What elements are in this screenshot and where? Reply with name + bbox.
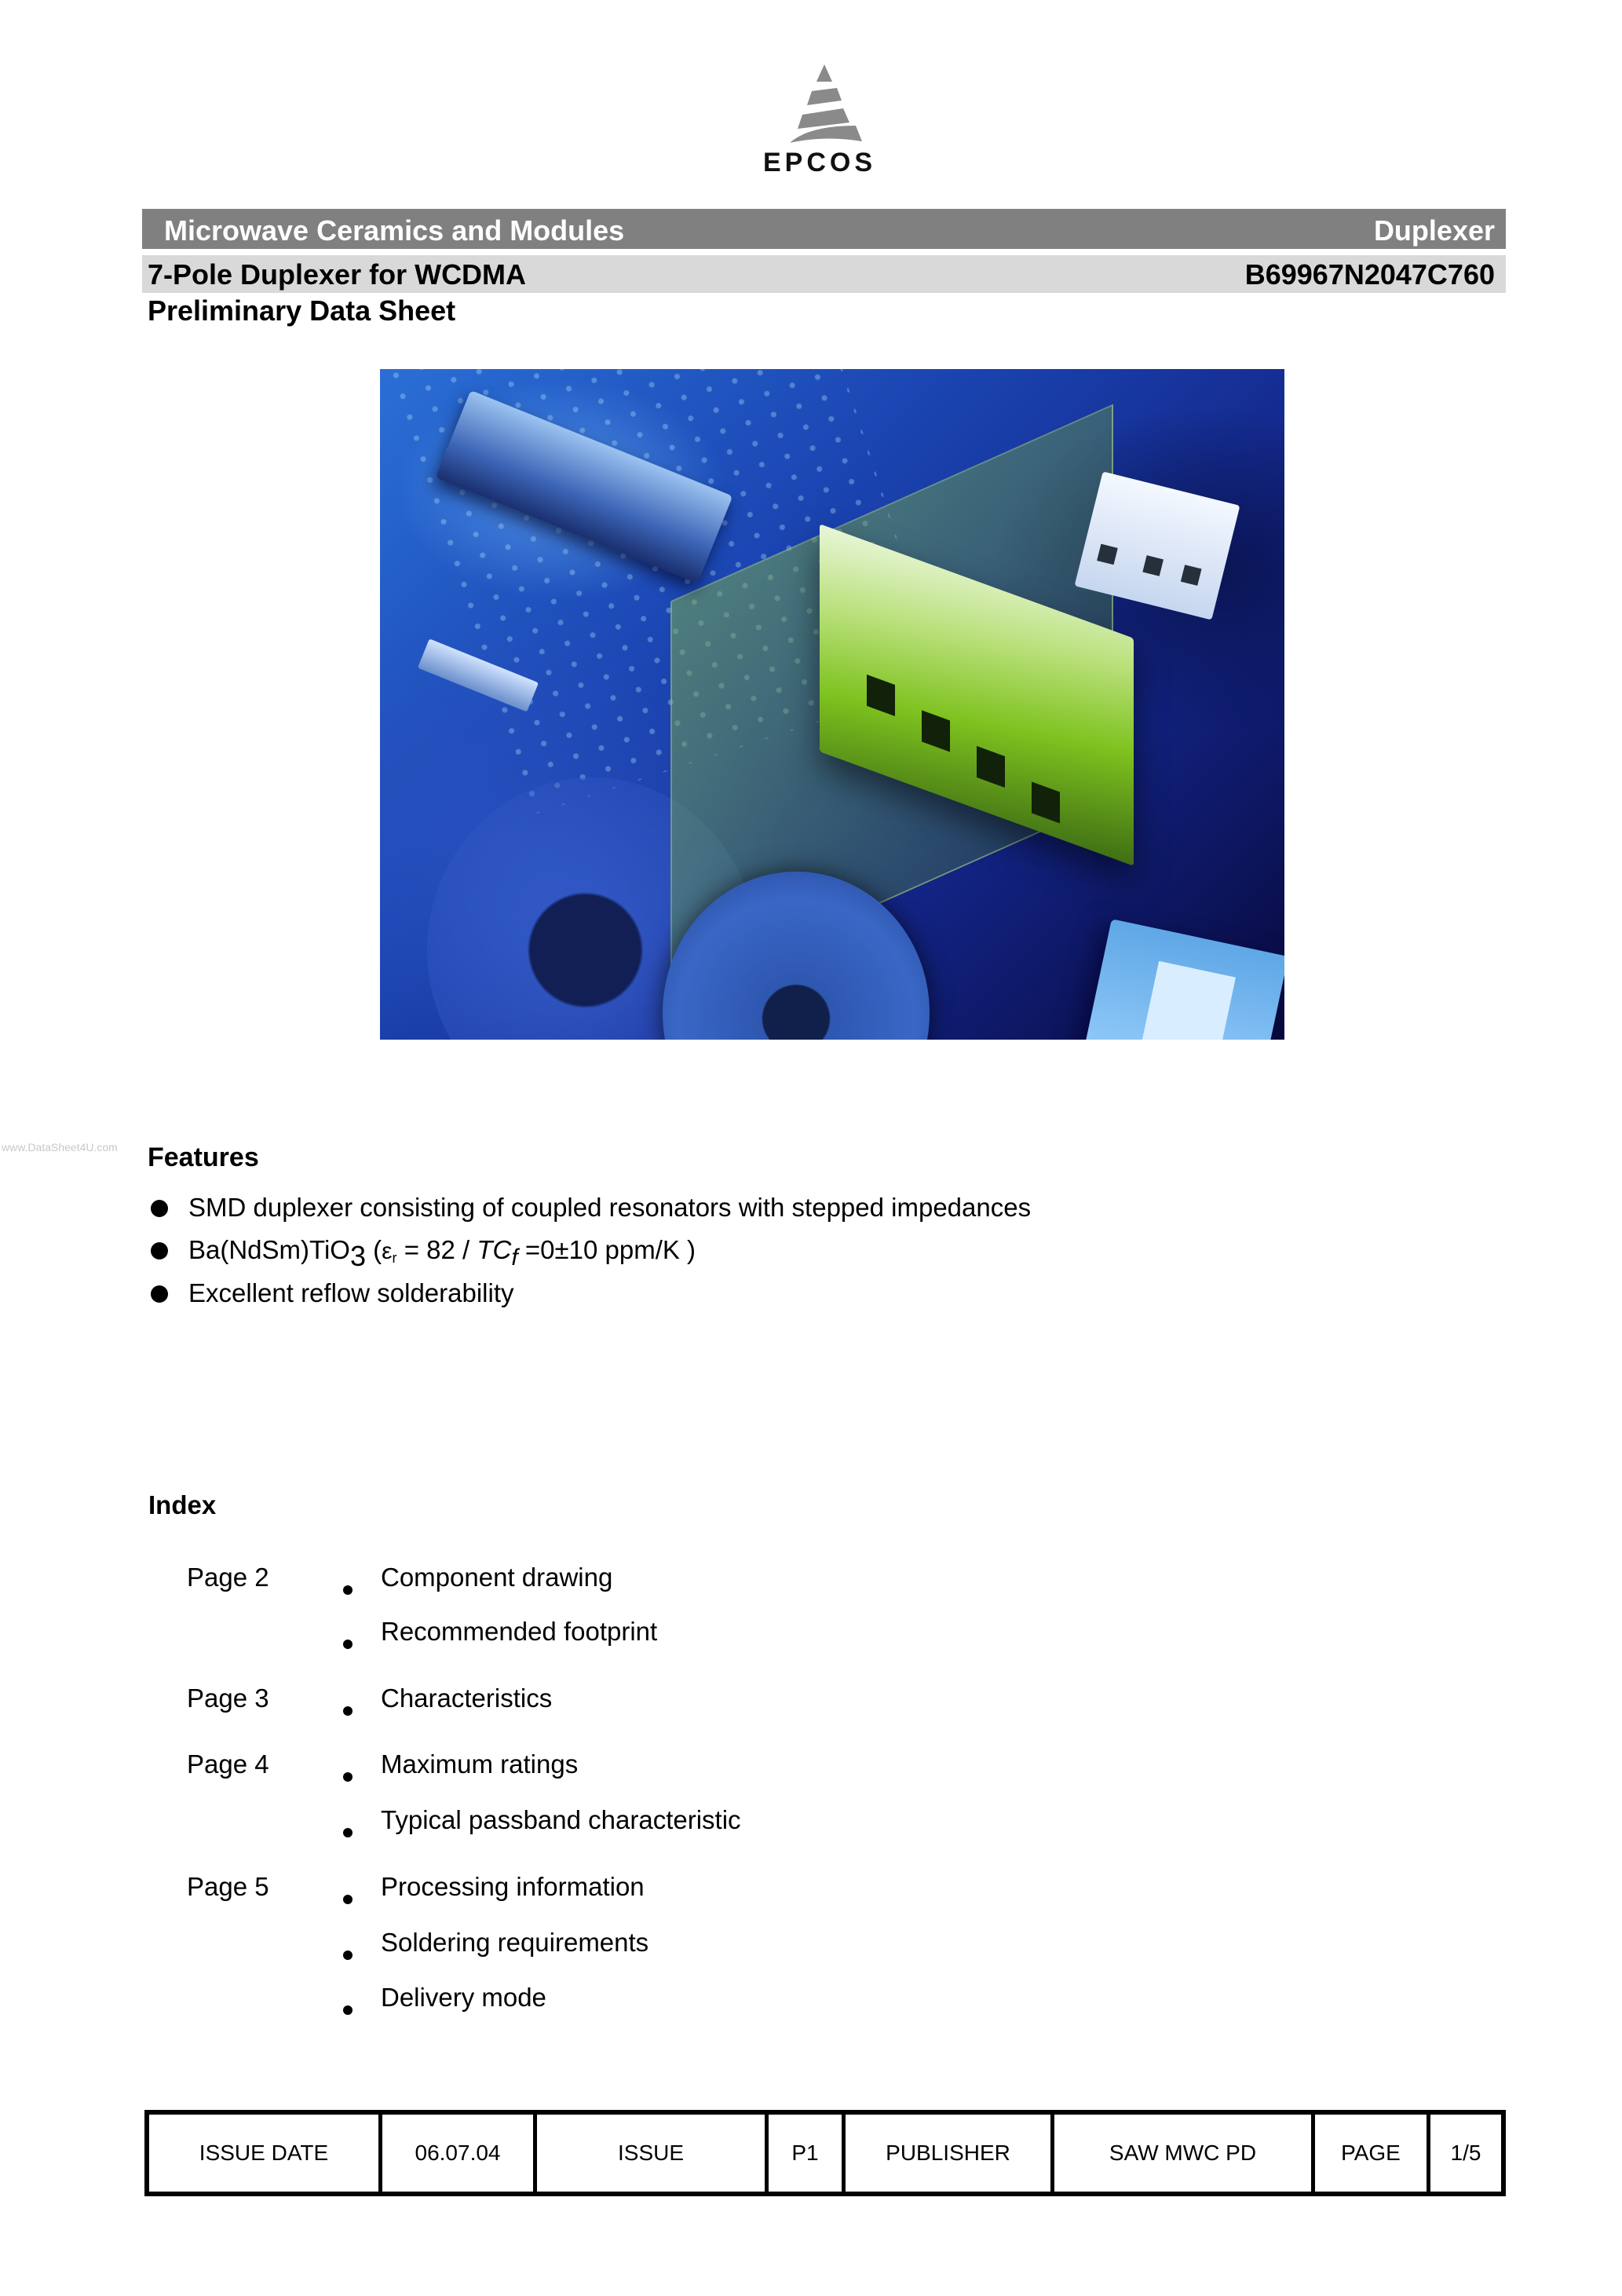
issue-date-value: 06.07.04 [378, 2115, 533, 2192]
issue-date-label: ISSUE DATE [199, 2141, 329, 2165]
bullet-icon [343, 1951, 353, 1960]
part-number: B69967N2047C760 [1244, 258, 1495, 291]
epcos-wordmark: EPCOS [763, 148, 877, 177]
page-label: PAGE [1311, 2115, 1427, 2192]
page-value: 1/5 [1427, 2115, 1501, 2192]
bullet-icon [343, 1706, 353, 1716]
index-entry[interactable]: Recommended footprint [381, 1617, 658, 1646]
product-type: Duplexer [1373, 214, 1495, 247]
category-bar [142, 209, 1506, 249]
issue-label: ISSUE [533, 2115, 765, 2192]
filter-port [922, 711, 950, 752]
feature-item: Ba(NdSm)TiO$_3$ ($\varepsilon_r = 82 / TC_f =0\pm 10$ ppm/K ) [148, 1234, 696, 1267]
features-heading: Features [148, 1143, 259, 1172]
index-entry[interactable]: Characteristics [381, 1684, 553, 1713]
index-entry[interactable]: Processing information [381, 1872, 645, 1901]
filter-port [977, 746, 1005, 788]
index-entry[interactable]: Maximum ratings [381, 1749, 579, 1779]
component-port [1097, 544, 1118, 565]
component-port [1181, 565, 1202, 586]
index-entry[interactable]: Typical passband characteristic [381, 1805, 741, 1834]
bullet-icon [343, 1585, 353, 1595]
filter-port [1032, 781, 1060, 823]
index-page-label: Page 2 [187, 1563, 269, 1592]
epcos-logo [754, 60, 895, 177]
publisher-label: PUBLISHER [842, 2115, 1050, 2192]
epcos-triangle-logo-icon [777, 60, 871, 146]
index-entry[interactable]: Delivery mode [381, 1983, 546, 2012]
feature-item: SMD duplexer consisting of coupled resonators with stepped impedances [148, 1192, 1031, 1223]
publisher-value: SAW MWC PD [1050, 2115, 1311, 2192]
product-title: 7-Pole Duplexer for WCDMA [148, 258, 527, 291]
index-entry[interactable]: Component drawing [381, 1563, 613, 1592]
bullet-icon [343, 2005, 353, 2015]
coaxial-resonator-block [1050, 919, 1284, 1040]
issue-value: P1 [765, 2115, 842, 2192]
bullet-icon [343, 1828, 353, 1837]
watermark: www.DataSheet4U.com [2, 1141, 118, 1153]
resonator-face [1141, 961, 1236, 1040]
bullet-icon [151, 1285, 168, 1303]
bullet-icon [151, 1200, 168, 1217]
index-page-label: Page 5 [187, 1872, 269, 1901]
index-page-label: Page 4 [187, 1749, 269, 1779]
index-page-label: Page 3 [187, 1684, 269, 1713]
feature-item: Excellent reflow solderability [148, 1278, 514, 1309]
document-footer-table [144, 2110, 1506, 2196]
index-heading: Index [148, 1490, 217, 1519]
bullet-icon [343, 1640, 353, 1649]
index-entry[interactable]: Soldering requirements [381, 1928, 649, 1957]
product-bar [142, 255, 1506, 293]
filter-port [867, 675, 895, 716]
bullet-icon [343, 1895, 353, 1904]
bullet-icon [151, 1242, 168, 1260]
document-subtitle: Preliminary Data Sheet [148, 294, 456, 327]
category-title: Microwave Ceramics and Modules [164, 214, 625, 247]
bullet-icon [343, 1772, 353, 1782]
product-photo [380, 369, 1284, 1040]
component-port [1142, 555, 1164, 576]
